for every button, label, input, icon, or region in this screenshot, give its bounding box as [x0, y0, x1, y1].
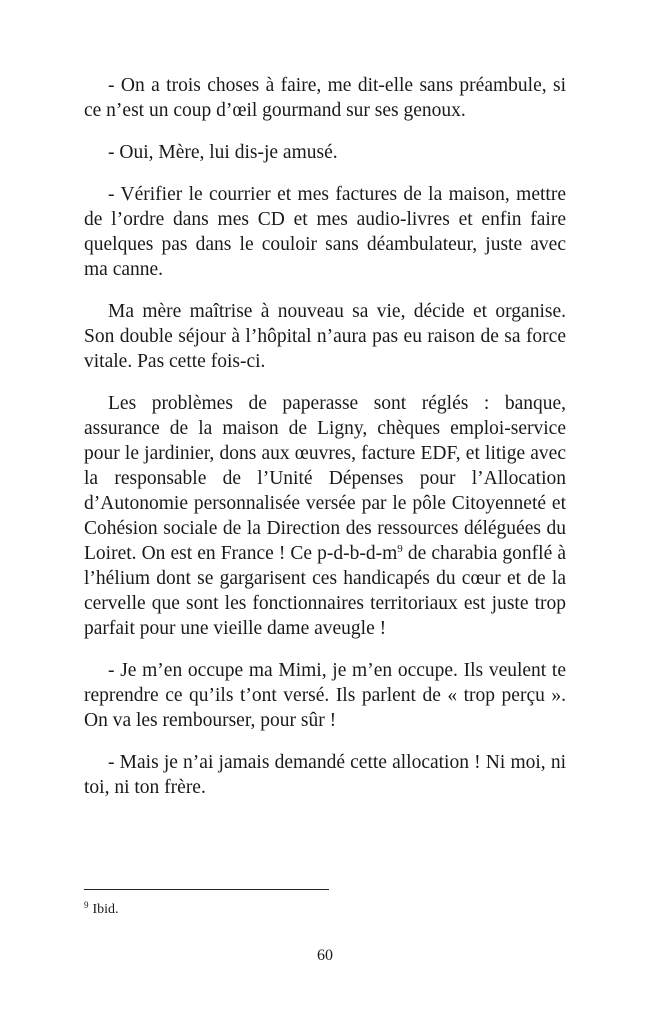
page-number: 60: [317, 947, 333, 964]
footnote-separator: [84, 889, 329, 890]
paragraph-with-footnote: [84, 391, 566, 641]
paragraph: - Je m’en occupe ma Mimi, je m’en occupe. Ils veulent te reprendre ce qu’ils t’ont versé. Ils parlent de « trop perçu ». On va les rembourser, pour sûr !: [84, 660, 566, 731]
footnote-text: Ibid.: [92, 902, 119, 917]
page-body: [84, 73, 566, 817]
paragraph: - Vérifier le courrier et mes factures de la maison, mettre de l’ordre dans mes CD et mes audio-livres et enfin faire quelques pas dans le couloir sans déambulateur, juste avec ma canne.: [84, 184, 566, 280]
paragraph: - On a trois choses à faire, me dit-elle sans préambule, si ce n’est un coup d’œil gourmand sur ses genoux.: [84, 75, 566, 121]
paragraph: - Mais je n’ai jamais demandé cette allocation ! Ni moi, ni toi, ni ton frère.: [84, 752, 566, 798]
paragraph: Ma mère maîtrise à nouveau sa vie, décide et organise. Son double séjour à l’hôpital n’aura pas eu raison de sa force vitale. Pas cette fois-ci.: [84, 301, 566, 372]
footnote-number: 9: [84, 900, 89, 910]
paragraph: - Oui, Mère, lui dis-je amusé.: [108, 142, 338, 163]
footnote-reference[interactable]: 9: [397, 543, 403, 555]
paragraph-text: Les problèmes de paperasse sont réglés : banque, assurance de la maison de Ligny, chèques emploi-service pour le jardinier, dons aux œuvres, facture EDF, et litige avec la responsable de l’Unité Dépenses pour l’Allocation d’Autonomie personnalisée versée par le pôle Citoyenneté et Cohésion sociale de la Direction des ressources déléguées du Loiret. On est en France ! Ce p-d-b-d-m: [84, 393, 566, 564]
footnote: [84, 901, 119, 919]
paragraph-text: de charabia gonflé à l’hélium dont se gargarisent ces handicapés du cœur et de la cervelle que sont les fonctionnaires territoriaux est juste trop parfait pour une vieille dame aveugle !: [84, 543, 566, 639]
